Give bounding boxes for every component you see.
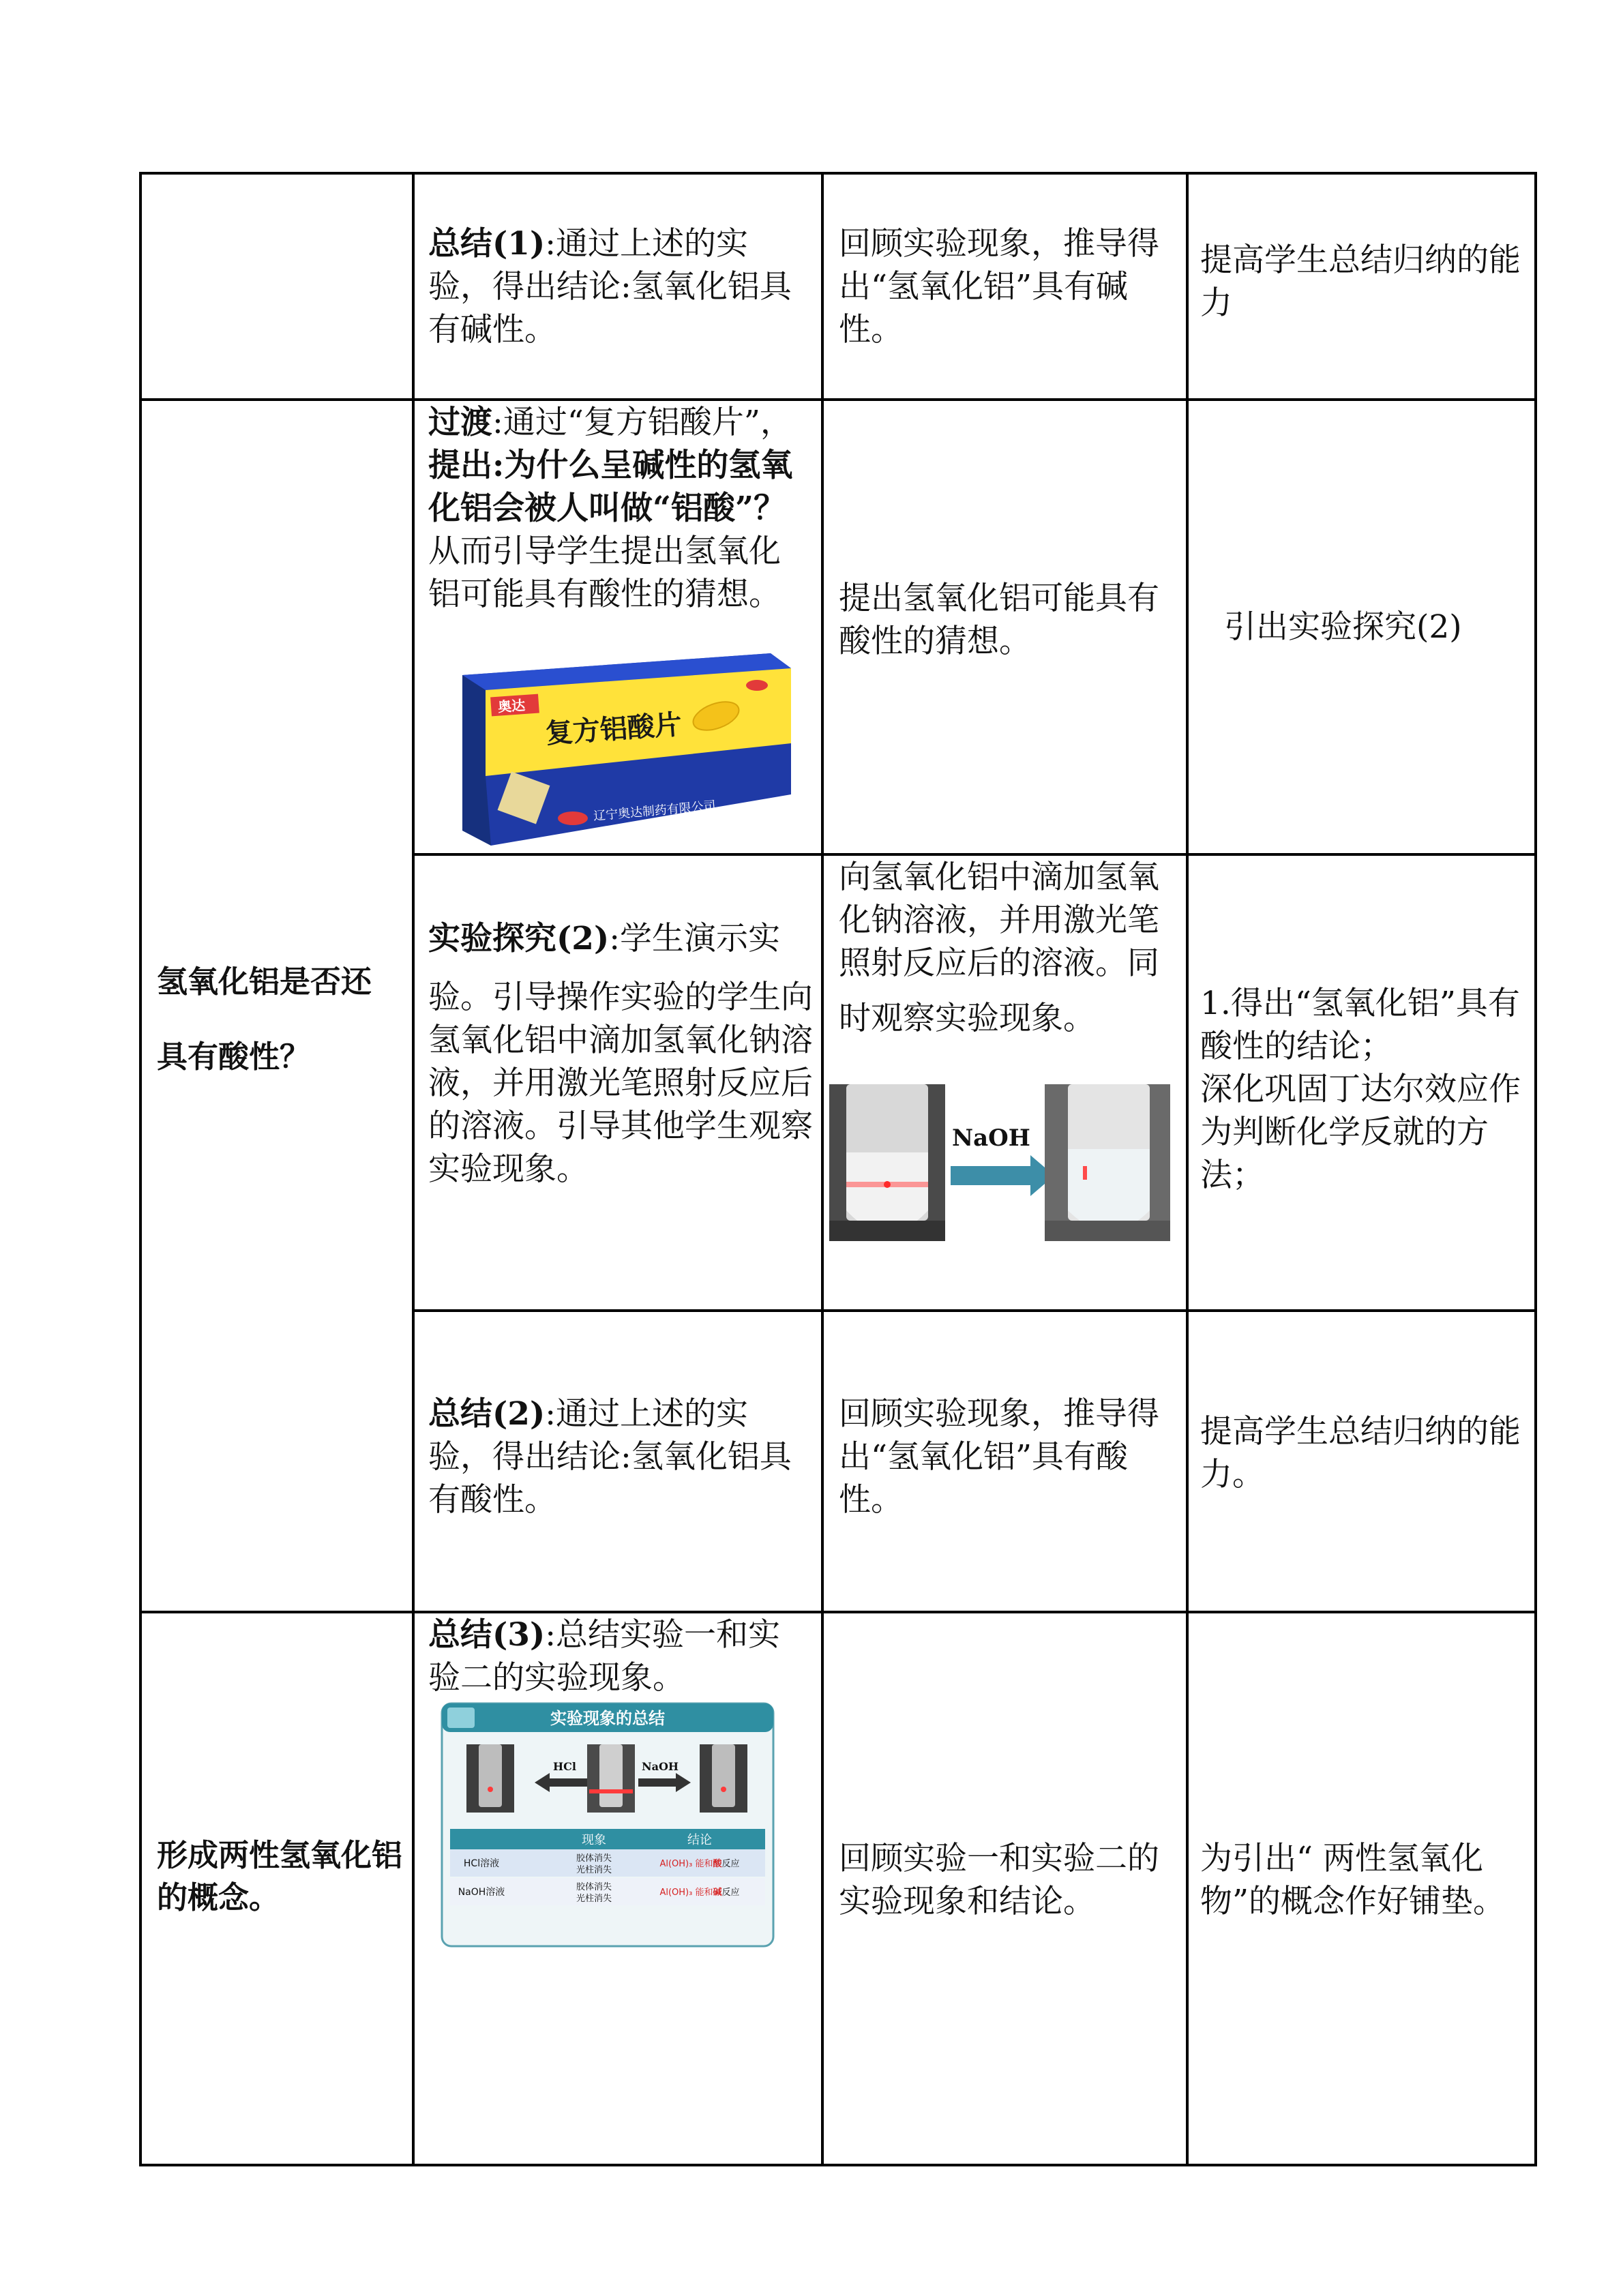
slide-row1-concl-b: 反应	[721, 1859, 740, 1869]
slide-row2-phen2: 光柱消失	[576, 1894, 612, 1904]
question-text: 提出:为什么呈碱性的氢氧化铝会被人叫做“铝酸”？	[428, 447, 793, 527]
table-border-right	[1534, 172, 1537, 2166]
row5-teacher-cell	[428, 1613, 807, 1699]
slide-row1-concl-a: Al(OH)₃ 能和	[659, 1859, 713, 1869]
row2-student-cell	[839, 577, 1173, 663]
row1-student-cell	[839, 222, 1173, 351]
slide-row1-name: HCl溶液	[463, 1858, 500, 1869]
col-divider-1	[412, 172, 415, 2166]
row1-intent-cell	[1200, 239, 1521, 325]
row-divider-1	[139, 398, 1534, 401]
experiment2-text2: 验。引导操作实验的学生向氢氧化铝中滴加氢氧化钠溶液，并用激光笔照射反应后的溶液。引导其他学生观察实验现象。	[428, 979, 813, 1188]
row3-student-text2: 时观察实验现象。	[839, 1000, 1095, 1037]
slide-row2-name: NaOH溶液	[458, 1887, 505, 1898]
row3-student-cell	[839, 856, 1173, 1040]
summary2-text: :通过上述的实验，得出结论:氢氧化铝具有酸性。	[428, 1395, 792, 1519]
slide-row2-concl-b: 反应	[721, 1888, 740, 1898]
slide-header-phenomenon: 现象	[582, 1833, 606, 1847]
row4-student-cell	[839, 1392, 1173, 1521]
transition-label: 过渡	[428, 404, 492, 441]
medicine-box-image	[450, 648, 798, 852]
slide-row2-concl-a: Al(OH)₃ 能和	[659, 1888, 713, 1898]
box-brand: 奥达	[497, 696, 526, 715]
row2-student-text: 提出氢氧化铝可能具有酸性的猜想。	[839, 580, 1159, 660]
row3-intent-cell	[1200, 982, 1521, 1197]
row4-intent-text: 提高学生总结归纳的能力。	[1200, 1413, 1521, 1493]
table-border-bottom	[139, 2164, 1534, 2166]
row2-intent-text: 引出实验探究(2)	[1224, 608, 1462, 646]
slide-row2-conclusion	[659, 1887, 739, 1898]
slide-hcl-label: HCl	[553, 1760, 576, 1773]
slide-title: 实验现象的总结	[550, 1709, 665, 1728]
slide-naoh-label: NaOH	[642, 1760, 679, 1773]
summary3-label: 总结(3)	[428, 1616, 546, 1654]
row3-teacher-cell	[428, 916, 814, 1191]
transition-text: :通过“复方铝酸片”，	[492, 404, 792, 441]
row-divider-4	[139, 1611, 1534, 1613]
slide-header-conclusion: 结论	[687, 1833, 712, 1847]
row-divider-3	[415, 1309, 1534, 1312]
section2-topic-line2: 具有酸性？	[157, 1039, 311, 1075]
row5-intent-text: 为引出“ 两性氢氧化物”的概念作好铺垫。	[1200, 1840, 1506, 1920]
col-divider-3	[1186, 172, 1189, 2166]
row3-intent-line2: 深化巩固丁达尔效应作为判断化学反就的方法；	[1200, 1071, 1521, 1194]
slide-row2-concl-hl: 碱	[713, 1888, 722, 1898]
test-tube-figure	[829, 1084, 1170, 1248]
table-border-left	[139, 172, 142, 2166]
experiment2-label: 实验探究(2)	[428, 920, 610, 957]
summary2-label: 总结(2)	[428, 1395, 546, 1433]
row5-student-cell	[839, 1837, 1180, 1923]
row1-intent-text: 提高学生总结归纳的能力	[1200, 241, 1521, 322]
row2-intent-cell	[1224, 606, 1517, 648]
row3-student-text1: 向氢氧化铝中滴加氢氧化钠溶液，并用激光笔照射反应后的溶液。同	[839, 859, 1159, 982]
slide-row1-conclusion	[659, 1858, 739, 1869]
summary-slide-image	[441, 1702, 775, 1948]
slide-row1-phen1: 胶体消失	[576, 1853, 612, 1864]
row1-teacher-cell	[428, 222, 807, 351]
row4-teacher-cell	[428, 1392, 807, 1521]
table-border-top	[139, 172, 1534, 175]
row1-student-text: 回顾实验现象，推导得出“氢氧化铝”具有碱性。	[839, 225, 1159, 348]
summary1-text: :通过上述的实验，得出结论:氢氧化铝具有碱性。	[428, 225, 792, 348]
summary3-text: :总结实验一和实验二的实验现象。	[428, 1616, 781, 1697]
section3-topic	[157, 1834, 402, 1919]
row4-student-text: 回顾实验现象，推导得出“氢氧化铝”具有酸性。	[839, 1395, 1159, 1519]
guide-text: 从而引导学生提出氢氧化铝可能具有酸性的猜想。	[428, 533, 781, 613]
row5-student-text: 回顾实验一和实验二的实验现象和结论。	[839, 1840, 1159, 1920]
box-title: 复方铝酸片	[544, 709, 683, 750]
col-divider-2	[821, 172, 824, 2166]
row5-intent-cell	[1200, 1837, 1521, 1923]
slide-row2-phen1: 胶体消失	[576, 1882, 612, 1892]
experiment2-text1: :学生演示实	[609, 920, 781, 957]
naoh-arrow-label: NaOH	[952, 1124, 1030, 1152]
box-company: 辽宁奥达制药有限公司	[593, 799, 717, 824]
row2-teacher-cell	[428, 401, 807, 616]
summary1-label: 总结(1)	[428, 225, 546, 263]
slide-row1-concl-hl: 酸	[713, 1859, 722, 1869]
slide-row1-phen2: 光柱消失	[576, 1865, 612, 1875]
row4-intent-cell	[1200, 1410, 1521, 1496]
section2-topic-line1: 氢氧化铝是否还	[157, 964, 372, 1000]
section2-topic	[157, 944, 402, 1094]
section3-topic-text: 形成两性氢氧化铝的概念。	[157, 1837, 403, 1915]
row3-intent-line1: 1.得出“氢氧化铝”具有酸性的结论；	[1200, 985, 1520, 1065]
